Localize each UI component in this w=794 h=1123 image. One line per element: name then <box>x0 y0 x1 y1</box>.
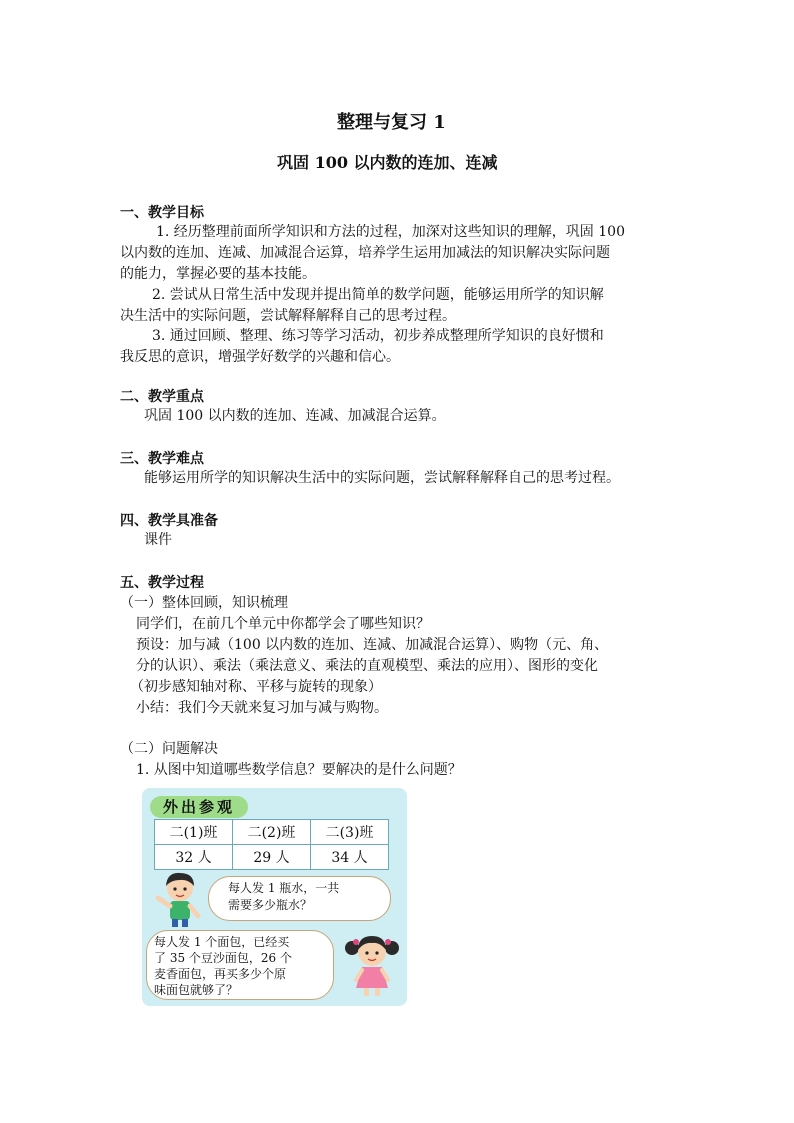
process-line: （二）问题解决 <box>120 741 218 757</box>
class-count-cell: 32 人 <box>155 845 233 870</box>
girl-speech-bubble <box>146 930 334 1000</box>
page-subtitle: 巩固 100 以内数的连加、连减 <box>277 153 498 172</box>
class-count-cell: 29 人 <box>233 845 311 870</box>
class-name-cell: 二(1)班 <box>155 820 233 845</box>
field-trip-illustration <box>142 788 407 1006</box>
section-heading-key-points: 二、教学重点 <box>120 389 204 405</box>
speech-line: 每人发 1 瓶水，一共 <box>228 881 340 895</box>
key-point-text: 巩固 100 以内数的连加、连减、加减混合运算。 <box>144 408 446 424</box>
section-heading-objectives: 一、教学目标 <box>120 205 204 221</box>
process-line: 同学们，在前几个单元中你都学会了哪些知识？ <box>136 616 430 632</box>
class-count-table <box>154 819 389 870</box>
difficulty-text: 能够运用所学的知识解决生活中的实际问题，尝试解释解释自己的思考过程。 <box>144 470 620 486</box>
objective-line: 的能力，掌握必要的基本技能。 <box>120 266 316 282</box>
boy-speech-bubble <box>208 876 391 921</box>
objective-line: 我反思的意识，增强学好数学的兴趣和信心。 <box>120 349 400 365</box>
speech-line: 味面包就够了？ <box>154 983 239 997</box>
class-count-cell: 34 人 <box>311 845 389 870</box>
process-line: （初步感知轴对称、平移与旋转的现象） <box>130 679 382 695</box>
process-line: 分的认识）、乘法（乘法意义、乘法的直观模型、乘法的应用）、图形的变化 <box>136 658 598 674</box>
section-heading-difficulties: 三、教学难点 <box>120 451 204 467</box>
girl-figure <box>342 930 402 1000</box>
speech-line: 每人发 1 个面包，已经买 <box>154 935 290 949</box>
objective-line: 3. 通过回顾、整理、练习等学习活动，初步养成整理所学知识的良好惯和 <box>152 328 604 344</box>
speech-line: 需要多少瓶水？ <box>228 898 313 912</box>
table-row <box>155 820 389 845</box>
materials-text: 课件 <box>144 532 172 548</box>
objective-line: 以内数的连加、连减、加减混合运算，培养学生运用加减法的知识解决实际问题 <box>120 245 610 261</box>
objective-line: 2. 尝试从日常生活中发现并提出简单的数学问题，能够运用所学的知识解 <box>152 287 604 303</box>
section-heading-materials: 四、教学具准备 <box>120 513 218 529</box>
speech-line: 了 35 个豆沙面包，26 个 <box>154 951 292 965</box>
objective-line: 决生活中的实际问题，尝试解释解释自己的思考过程。 <box>120 308 456 324</box>
process-line: 预设：加与减（100 以内数的连加、连减、加减混合运算）、购物（元、角、 <box>136 637 609 653</box>
page-title: 整理与复习 1 <box>337 112 446 133</box>
illustration-title: 外出参观 <box>150 796 248 818</box>
process-line: 小结：我们今天就来复习加与减与购物。 <box>136 700 388 716</box>
class-name-cell: 二(2)班 <box>233 820 311 845</box>
process-line: 1. 从图中知道哪些数学信息？要解决的是什么问题？ <box>136 762 462 778</box>
speech-line: 麦香面包，再买多少个原 <box>154 967 287 981</box>
process-line: （一）整体回顾，知识梳理 <box>120 595 288 611</box>
table-row <box>155 845 389 870</box>
boy-figure <box>152 870 206 928</box>
objective-line: 1. 经历整理前面所学知识和方法的过程，加深对这些知识的理解，巩固 100 <box>156 224 625 240</box>
section-heading-process: 五、教学过程 <box>120 575 204 591</box>
class-name-cell: 二(3)班 <box>311 820 389 845</box>
